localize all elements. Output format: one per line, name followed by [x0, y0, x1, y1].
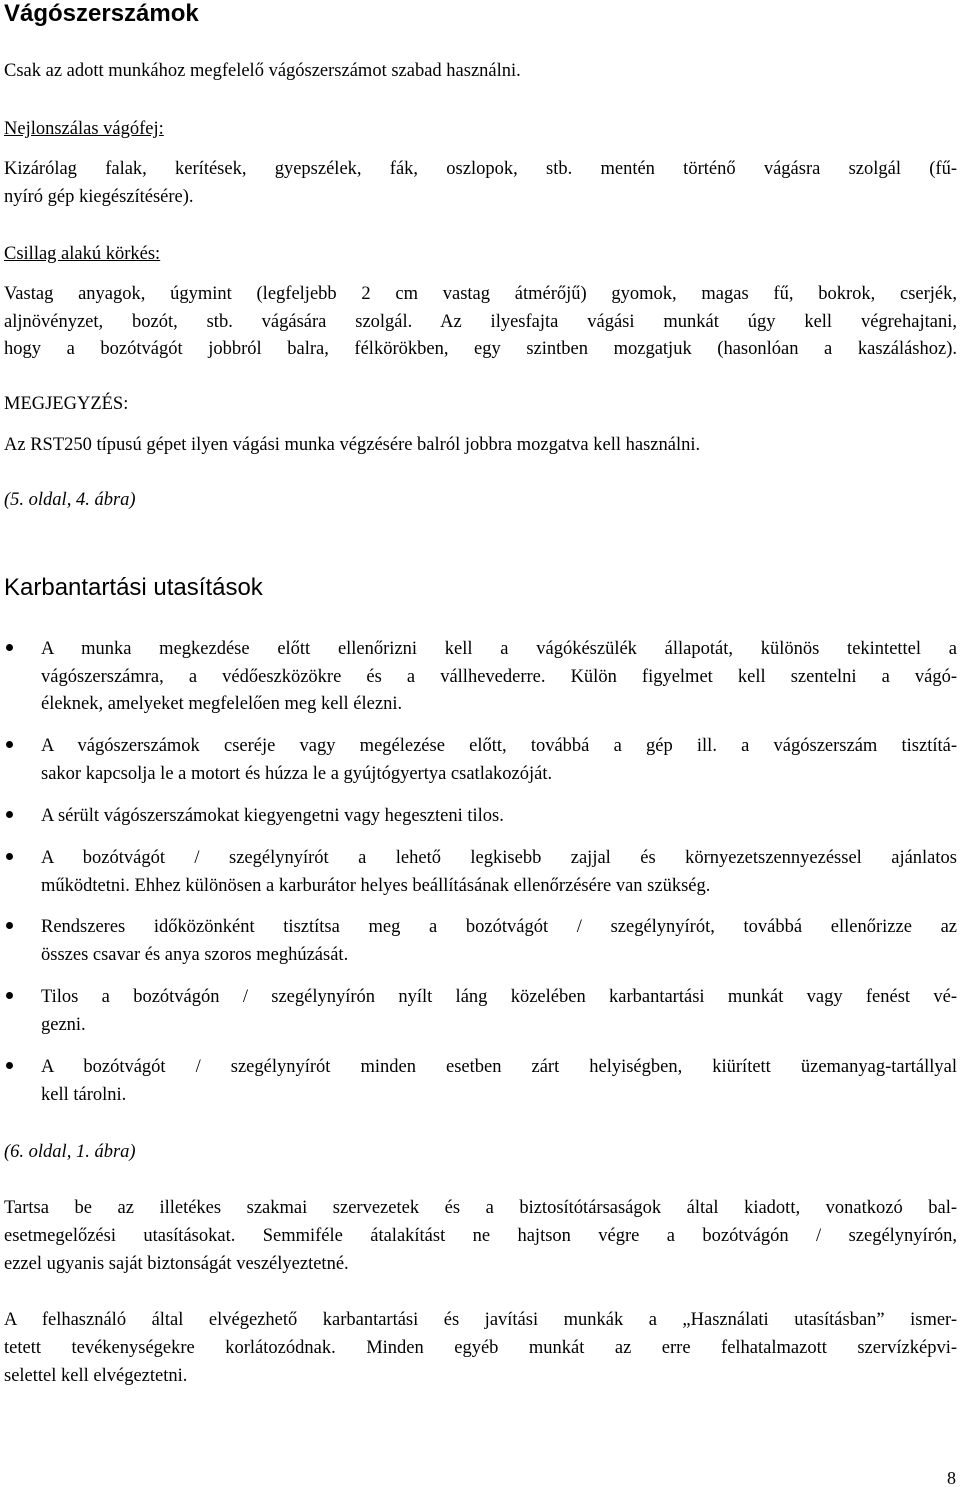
nylon-head-text-line: nyíró gép kiegészítésére). [4, 187, 194, 207]
figure-reference: (5. oldal, 4. ábra) [4, 490, 136, 510]
list-item-line: A sérült vágószerszámokat kiegyengetni vagy hegeszteni tilos. [41, 806, 504, 826]
paragraph-line: selettel kell elvégeztetni. [4, 1366, 188, 1386]
figure-reference: (6. oldal, 1. ábra) [4, 1142, 136, 1162]
bullet-icon [6, 741, 13, 748]
list-item-line: vágószerszámra, a védőeszközökre és a vállhevederre. Külön figyelmet kell szentelni a vágó- [41, 667, 957, 687]
list-item-line: A munka megkezdése előtt ellenőrizni kell a vágókészülék állapotát, különös tekintettel a [41, 639, 957, 659]
list-item-line: éleknek, amelyeket megfelelően meg kell élezni. [41, 694, 403, 714]
page-number: 8 [947, 1468, 956, 1488]
nylon-head-heading: Nejlonszálas vágófej: [4, 119, 164, 139]
bullet-icon [6, 992, 13, 999]
star-blade-text-line: Vastag anyagok, úgymint (legfeljebb 2 cm vastag átmérőjű) gyomok, magas fű, bokrok, cserjék, [4, 284, 957, 304]
list-item-line: Rendszeres időközönként tisztítsa meg a bozótvágót / szegélynyírót, továbbá ellenőrizze az [41, 917, 957, 937]
note-text: Az RST250 típusú gépet ilyen vágási munka végzésére balról jobbra mozgatva kell használni. [4, 435, 701, 455]
paragraph-line: Tartsa be az illetékes szakmai szervezetek és a biztosítótársaságok által kiadott, vonatkozó bal- [4, 1198, 957, 1218]
paragraph-line: A felhasználó által elvégezhető karbantartási és javítási munkák a „Használati utasításban” ismer- [4, 1310, 957, 1330]
intro-text: Csak az adott munkához megfelelő vágószerszámot szabad használni. [4, 61, 521, 81]
nylon-head-text-line: Kizárólag falak, kerítések, gyepszélek, fák, oszlopok, stb. mentén történő vágásra szolgál (fű- [4, 159, 957, 179]
paragraph-line: ezzel ugyanis saját biztonságát veszélyeztetné. [4, 1254, 349, 1274]
star-blade-heading: Csillag alakú körkés: [4, 244, 161, 264]
bullet-icon [6, 1062, 13, 1069]
list-item-line: A bozótvágót / szegélynyírót minden esetben zárt helyiségben, kiürített üzemanyag-tartállyal [41, 1057, 957, 1077]
paragraph-line: esetmegelőzési utasításokat. Semmiféle átalakítást ne hajtson végre a bozótvágón / szegélynyírón, [4, 1226, 957, 1246]
bullet-icon [6, 811, 13, 818]
list-item-line: A vágószerszámok cseréje vagy megélezése előtt, továbbá a gép ill. a vágószerszám tisztítá- [41, 736, 957, 756]
section-title-cutting-tools: Vágószerszámok [4, 0, 199, 27]
list-item-line: gezni. [41, 1015, 86, 1035]
star-blade-text-line: hogy a bozótvágót jobbról balra, félkörökben, egy szintben mozgatjuk (hasonlóan a kaszáláshoz). [4, 339, 957, 359]
list-item-line: Tilos a bozótvágón / szegélynyírón nyílt láng közelében karbantartási munkát vagy fenést vé- [41, 987, 957, 1007]
list-item-line: működtetni. Ehhez különösen a karburátor helyes beállításának ellenőrzésére van szükség. [41, 876, 711, 896]
bullet-icon [6, 922, 13, 929]
list-item-line: kell tárolni. [41, 1085, 127, 1105]
star-blade-text-line: aljnövényzet, bozót, stb. vágására szolgál. Az ilyesfajta vágási munkát úgy kell végrehajtani, [4, 312, 957, 332]
list-item-line: összes csavar és anya szoros meghúzását. [41, 945, 349, 965]
section-title-maintenance: Karbantartási utasítások [4, 574, 263, 601]
paragraph-line: tetett tevékenységekre korlátozódnak. Minden egyéb munkát az erre felhatalmazott szervízképvi- [4, 1338, 957, 1358]
list-item-line: sakor kapcsolja le a motort és húzza le a gyújtógyertya csatlakozóját. [41, 764, 553, 784]
bullet-icon [6, 644, 13, 651]
bullet-icon [6, 853, 13, 860]
list-item-line: A bozótvágót / szegélynyírót a lehető legkisebb zajjal és környezetszennyezéssel ajánlatos [41, 848, 957, 868]
note-heading: MEGJEGYZÉS: [4, 394, 129, 414]
